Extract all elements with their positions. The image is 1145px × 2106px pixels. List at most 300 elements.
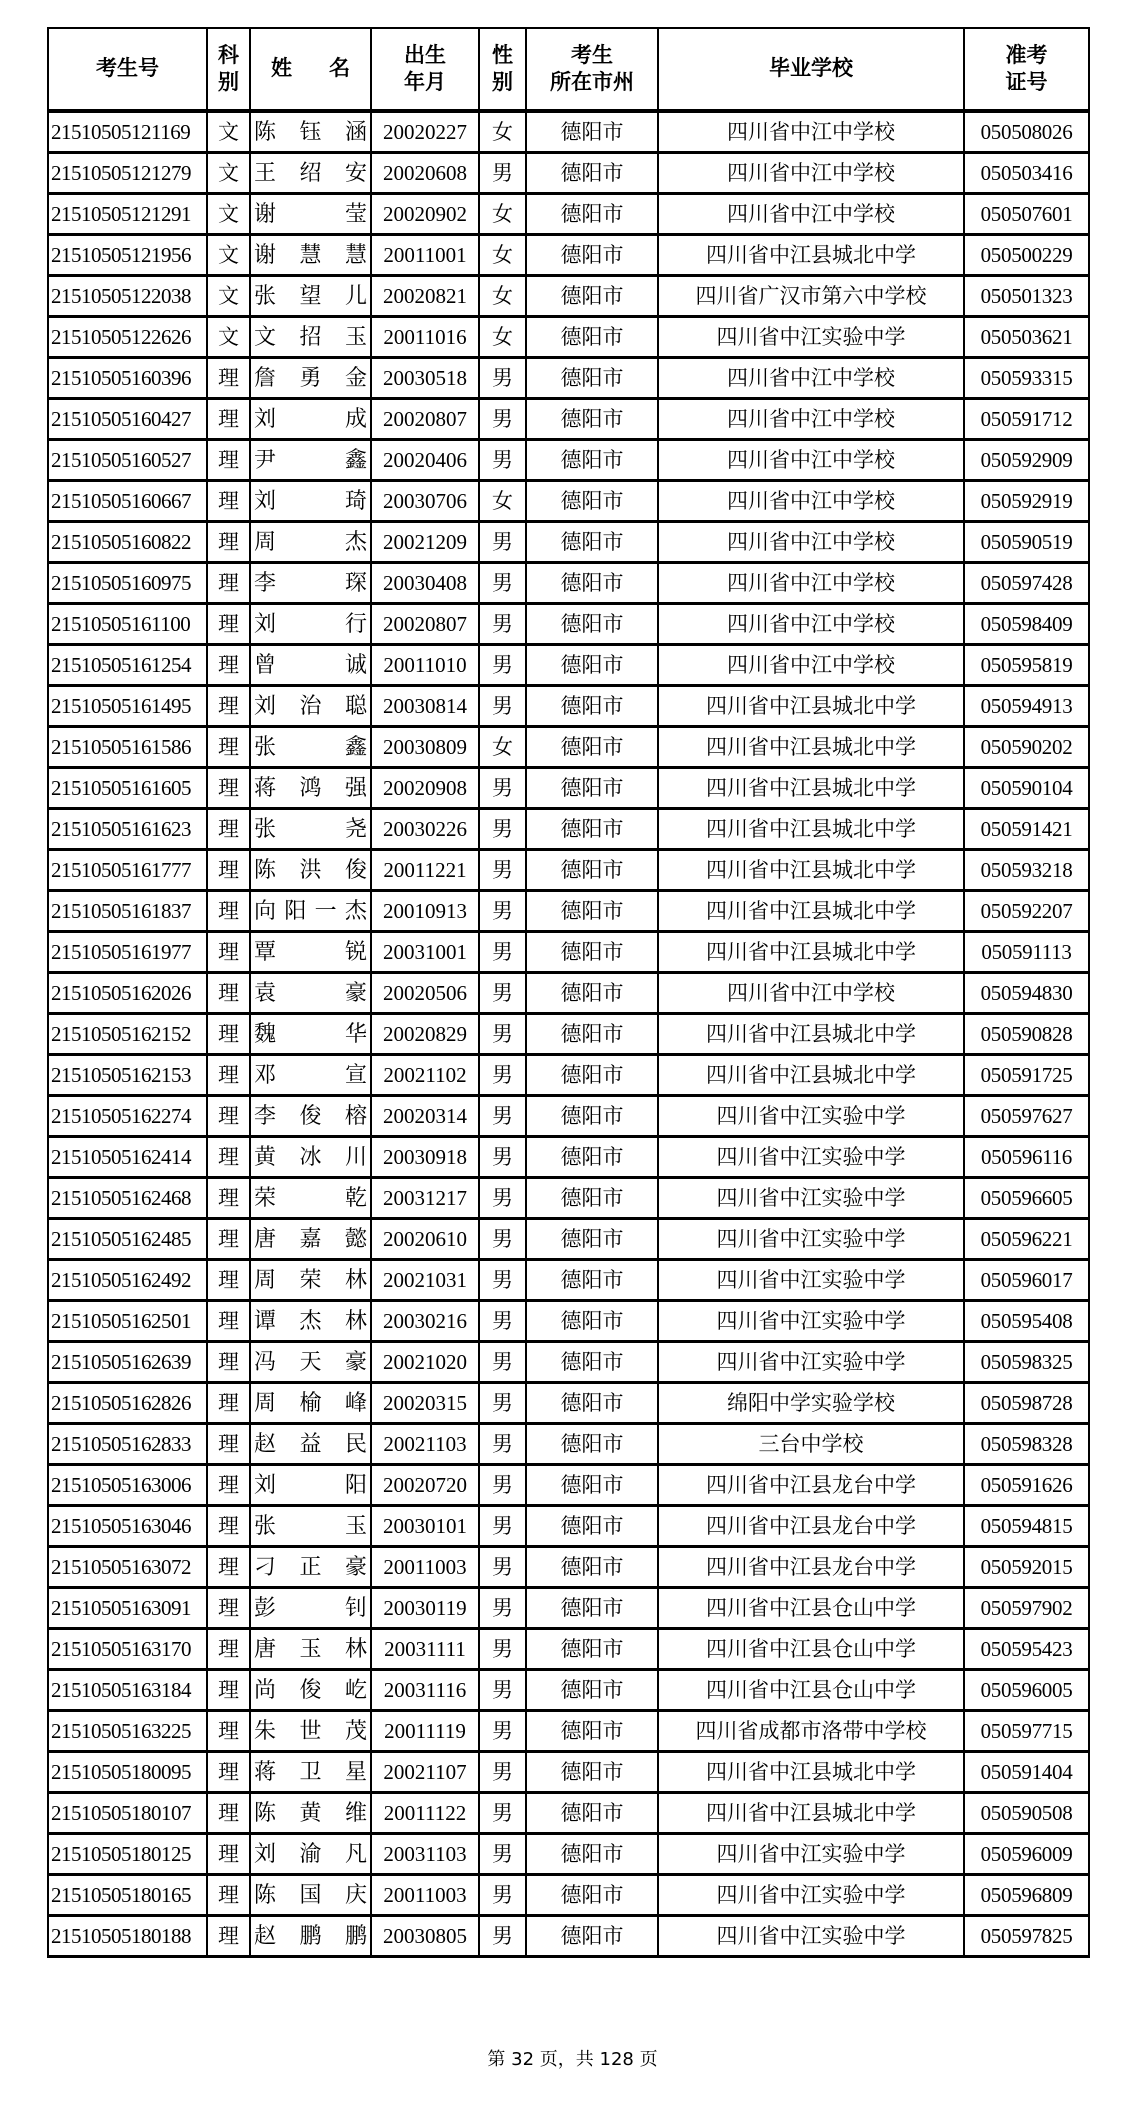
exam-id-cell: 21510505162026 [48, 973, 207, 1014]
sex-cell: 女 [479, 481, 526, 522]
type-cell: 理 [207, 1506, 250, 1547]
student-name: 文招玉 [254, 324, 367, 349]
sex-cell: 男 [479, 1465, 526, 1506]
student-name: 周榆峰 [254, 1390, 367, 1415]
exam-id-cell: 21510505180107 [48, 1793, 207, 1834]
city-cell: 德阳市 [526, 399, 658, 440]
exam-id-cell: 21510505163225 [48, 1711, 207, 1752]
admission-no-cell: 050596005 [964, 1670, 1089, 1711]
admission-no-cell: 050596017 [964, 1260, 1089, 1301]
type-cell: 理 [207, 522, 250, 563]
school-cell: 四川省中江县龙台中学 [658, 1547, 964, 1588]
name-cell [250, 481, 371, 522]
table-row [48, 973, 1089, 1014]
student-name: 唐嘉懿 [254, 1226, 367, 1251]
birth-cell: 20031103 [371, 1834, 479, 1875]
type-cell: 理 [207, 1301, 250, 1342]
sex-cell: 男 [479, 1219, 526, 1260]
city-cell: 德阳市 [526, 1424, 658, 1465]
name-cell [250, 727, 371, 768]
exam-id-cell: 21510505160822 [48, 522, 207, 563]
header-admission-no [964, 28, 1089, 111]
admission-no-cell: 050503416 [964, 153, 1089, 194]
city-cell: 德阳市 [526, 1219, 658, 1260]
exam-id-cell: 21510505160527 [48, 440, 207, 481]
sex-cell: 男 [479, 358, 526, 399]
sex-cell: 女 [479, 111, 526, 153]
name-cell [250, 973, 371, 1014]
city-cell: 德阳市 [526, 1383, 658, 1424]
admission-no-cell: 050593315 [964, 358, 1089, 399]
exam-id-cell: 21510505121169 [48, 111, 207, 153]
admission-no-cell: 050590104 [964, 768, 1089, 809]
student-name: 赵益民 [254, 1431, 367, 1456]
student-name: 蒋鸿强 [254, 775, 367, 800]
name-cell [250, 1834, 371, 1875]
school-cell: 四川省中江中学校 [658, 604, 964, 645]
name-cell [250, 1875, 371, 1916]
city-cell: 德阳市 [526, 1547, 658, 1588]
sex-cell: 男 [479, 1301, 526, 1342]
city-cell: 德阳市 [526, 522, 658, 563]
exam-id-cell: 21510505163170 [48, 1629, 207, 1670]
city-cell: 德阳市 [526, 809, 658, 850]
header-city [526, 28, 658, 111]
exam-id-cell: 21510505160427 [48, 399, 207, 440]
table-row [48, 1916, 1089, 1957]
school-cell: 四川省中江县龙台中学 [658, 1465, 964, 1506]
student-name: 谭杰林 [254, 1308, 367, 1333]
table-row [48, 1588, 1089, 1629]
name-cell [250, 317, 371, 358]
birth-cell: 20030809 [371, 727, 479, 768]
birth-cell: 20010913 [371, 891, 479, 932]
sex-cell: 男 [479, 1834, 526, 1875]
student-name: 荣乾 [254, 1185, 367, 1210]
name-cell [250, 358, 371, 399]
table-row [48, 932, 1089, 973]
birth-cell: 20030226 [371, 809, 479, 850]
student-name: 向阳一杰 [254, 898, 367, 923]
city-cell: 德阳市 [526, 1834, 658, 1875]
admission-no-cell: 050590519 [964, 522, 1089, 563]
exam-id-cell: 21510505161100 [48, 604, 207, 645]
admission-no-cell: 050595819 [964, 645, 1089, 686]
exam-id-cell: 21510505162833 [48, 1424, 207, 1465]
student-name: 尹鑫 [254, 447, 367, 472]
header-sex-line2: 别 [492, 70, 513, 94]
admission-no-cell: 050508026 [964, 111, 1089, 153]
school-cell: 四川省中江县龙台中学 [658, 1506, 964, 1547]
city-cell: 德阳市 [526, 727, 658, 768]
city-cell: 德阳市 [526, 604, 658, 645]
admission-no-cell: 050595423 [964, 1629, 1089, 1670]
birth-cell: 20021107 [371, 1752, 479, 1793]
school-cell: 四川省中江县城北中学 [658, 727, 964, 768]
name-cell [250, 850, 371, 891]
student-name: 刘琦 [254, 488, 367, 513]
sex-cell: 男 [479, 932, 526, 973]
header-sex-line1: 性 [492, 42, 513, 67]
student-name: 覃锐 [254, 939, 367, 964]
student-name: 周杰 [254, 529, 367, 554]
exam-id-cell: 21510505162485 [48, 1219, 207, 1260]
city-cell: 德阳市 [526, 1875, 658, 1916]
school-cell: 四川省中江实验中学 [658, 1260, 964, 1301]
admission-no-cell: 050598325 [964, 1342, 1089, 1383]
admission-no-cell: 050594815 [964, 1506, 1089, 1547]
exam-id-cell: 21510505162153 [48, 1055, 207, 1096]
city-cell: 德阳市 [526, 768, 658, 809]
name-cell [250, 891, 371, 932]
name-cell [250, 1178, 371, 1219]
sex-cell: 男 [479, 1547, 526, 1588]
table-row [48, 481, 1089, 522]
exam-id-cell: 21510505161777 [48, 850, 207, 891]
student-name: 谢慧慧 [254, 242, 367, 267]
school-cell: 四川省中江实验中学 [658, 1137, 964, 1178]
school-cell: 四川省中江县城北中学 [658, 891, 964, 932]
city-cell: 德阳市 [526, 1301, 658, 1342]
sex-cell: 男 [479, 1875, 526, 1916]
header-admission-no-label: 准考证号 [1005, 42, 1048, 94]
admission-no-cell: 050597428 [964, 563, 1089, 604]
type-cell: 文 [207, 235, 250, 276]
type-cell: 理 [207, 399, 250, 440]
name-cell [250, 1711, 371, 1752]
sex-cell: 男 [479, 1588, 526, 1629]
name-cell [250, 1670, 371, 1711]
admission-no-cell: 050598328 [964, 1424, 1089, 1465]
name-cell [250, 399, 371, 440]
name-cell [250, 194, 371, 235]
student-name: 蒋卫星 [254, 1759, 367, 1784]
table-row [48, 1055, 1089, 1096]
exam-id-cell: 21510505161837 [48, 891, 207, 932]
city-cell: 德阳市 [526, 1752, 658, 1793]
student-name: 陈黄维 [254, 1800, 367, 1825]
school-cell: 四川省中江县仓山中学 [658, 1588, 964, 1629]
table-row [48, 686, 1089, 727]
city-cell: 德阳市 [526, 235, 658, 276]
school-cell: 四川省中江中学校 [658, 194, 964, 235]
student-name: 尚俊屹 [254, 1677, 367, 1702]
school-cell: 四川省中江中学校 [658, 973, 964, 1014]
admission-no-cell: 050596009 [964, 1834, 1089, 1875]
student-name: 刘治聪 [254, 693, 367, 718]
sex-cell: 男 [479, 1260, 526, 1301]
sex-cell: 女 [479, 317, 526, 358]
birth-cell: 20011003 [371, 1875, 479, 1916]
admission-no-cell: 050596221 [964, 1219, 1089, 1260]
city-cell: 德阳市 [526, 1055, 658, 1096]
city-cell: 德阳市 [526, 1670, 658, 1711]
table-row [48, 727, 1089, 768]
table-row [48, 440, 1089, 481]
city-cell: 德阳市 [526, 1260, 658, 1301]
header-birth [371, 28, 479, 111]
birth-cell: 20030805 [371, 1916, 479, 1957]
header-city-line1: 考生 [571, 42, 613, 67]
type-cell: 理 [207, 1096, 250, 1137]
sex-cell: 男 [479, 1670, 526, 1711]
school-cell: 四川省中江中学校 [658, 563, 964, 604]
type-cell: 理 [207, 1793, 250, 1834]
birth-cell: 20030706 [371, 481, 479, 522]
sex-cell: 男 [479, 1506, 526, 1547]
student-name: 张尧 [254, 816, 367, 841]
sex-cell: 男 [479, 522, 526, 563]
exam-id-cell: 21510505161605 [48, 768, 207, 809]
table-row [48, 1670, 1089, 1711]
school-cell: 四川省中江实验中学 [658, 1342, 964, 1383]
table-row [48, 1301, 1089, 1342]
student-name: 张鑫 [254, 734, 367, 759]
student-name: 黄冰川 [254, 1144, 367, 1169]
school-cell: 四川省中江实验中学 [658, 1178, 964, 1219]
exam-id-cell: 21510505121291 [48, 194, 207, 235]
exam-id-cell: 21510505121279 [48, 153, 207, 194]
student-name: 赵鹏鹏 [254, 1923, 367, 1948]
exam-id-cell: 21510505163072 [48, 1547, 207, 1588]
student-name: 袁豪 [254, 980, 367, 1005]
table-row [48, 399, 1089, 440]
type-cell: 理 [207, 1711, 250, 1752]
birth-cell: 20011119 [371, 1711, 479, 1752]
birth-cell: 20011010 [371, 645, 479, 686]
sex-cell: 男 [479, 1014, 526, 1055]
type-cell: 文 [207, 276, 250, 317]
table-row [48, 891, 1089, 932]
city-cell: 德阳市 [526, 686, 658, 727]
birth-cell: 20020227 [371, 111, 479, 153]
birth-cell: 20020720 [371, 1465, 479, 1506]
school-cell: 绵阳中学实验学校 [658, 1383, 964, 1424]
table-row [48, 604, 1089, 645]
birth-cell: 20021102 [371, 1055, 479, 1096]
city-cell: 德阳市 [526, 1465, 658, 1506]
table-header-row [48, 28, 1089, 111]
admission-no-cell: 050596605 [964, 1178, 1089, 1219]
school-cell: 四川省中江县仓山中学 [658, 1629, 964, 1670]
name-cell [250, 522, 371, 563]
student-name: 刘行 [254, 611, 367, 636]
student-name: 彭钊 [254, 1595, 367, 1620]
birth-cell: 20030918 [371, 1137, 479, 1178]
birth-cell: 20020908 [371, 768, 479, 809]
sex-cell: 男 [479, 1424, 526, 1465]
table-row [48, 111, 1089, 153]
sex-cell: 男 [479, 399, 526, 440]
city-cell: 德阳市 [526, 1506, 658, 1547]
school-cell: 四川省中江中学校 [658, 522, 964, 563]
student-name: 周荣林 [254, 1267, 367, 1292]
table-row [48, 1834, 1089, 1875]
birth-cell: 20020610 [371, 1219, 479, 1260]
type-cell: 理 [207, 891, 250, 932]
table-row [48, 1342, 1089, 1383]
exam-id-cell: 21510505162414 [48, 1137, 207, 1178]
admission-no-cell: 050598409 [964, 604, 1089, 645]
sex-cell: 男 [479, 809, 526, 850]
table-body [48, 111, 1089, 1957]
header-type-line2: 别 [218, 70, 239, 94]
name-cell [250, 645, 371, 686]
type-cell: 理 [207, 1588, 250, 1629]
birth-cell: 20020406 [371, 440, 479, 481]
sex-cell: 男 [479, 1916, 526, 1957]
type-cell: 文 [207, 194, 250, 235]
table-row [48, 1424, 1089, 1465]
school-cell: 四川省中江中学校 [658, 645, 964, 686]
student-name: 李俊榕 [254, 1103, 367, 1128]
student-name: 曾诚 [254, 652, 367, 677]
city-cell: 德阳市 [526, 1629, 658, 1670]
city-cell: 德阳市 [526, 850, 658, 891]
sex-cell: 男 [479, 563, 526, 604]
sex-cell: 男 [479, 973, 526, 1014]
name-cell [250, 686, 371, 727]
type-cell: 理 [207, 645, 250, 686]
sex-cell: 男 [479, 768, 526, 809]
birth-cell: 20030814 [371, 686, 479, 727]
school-cell: 四川省中江县城北中学 [658, 686, 964, 727]
type-cell: 理 [207, 768, 250, 809]
birth-cell: 20030408 [371, 563, 479, 604]
table-row [48, 1629, 1089, 1670]
admission-no-cell: 050501323 [964, 276, 1089, 317]
type-cell: 理 [207, 686, 250, 727]
table-row [48, 768, 1089, 809]
name-cell [250, 1055, 371, 1096]
student-name: 朱世茂 [254, 1718, 367, 1743]
type-cell: 文 [207, 153, 250, 194]
exam-id-cell: 21510505161623 [48, 809, 207, 850]
type-cell: 理 [207, 1629, 250, 1670]
header-name-label: 姓 名 [271, 56, 350, 81]
table-row [48, 194, 1089, 235]
name-cell [250, 1137, 371, 1178]
school-cell: 四川省中江实验中学 [658, 317, 964, 358]
admission-no-cell: 050597715 [964, 1711, 1089, 1752]
student-name: 唐玉林 [254, 1636, 367, 1661]
exam-id-cell: 21510505160975 [48, 563, 207, 604]
admission-no-cell: 050591712 [964, 399, 1089, 440]
school-cell: 四川省中江县城北中学 [658, 809, 964, 850]
sex-cell: 男 [479, 1055, 526, 1096]
admission-no-cell: 050597825 [964, 1916, 1089, 1957]
exam-id-cell: 21510505180165 [48, 1875, 207, 1916]
city-cell: 德阳市 [526, 973, 658, 1014]
name-cell [250, 1383, 371, 1424]
exam-id-cell: 21510505161254 [48, 645, 207, 686]
name-cell [250, 1465, 371, 1506]
type-cell: 理 [207, 440, 250, 481]
student-name: 陈钰涵 [254, 119, 367, 144]
sex-cell: 女 [479, 276, 526, 317]
city-cell: 德阳市 [526, 111, 658, 153]
birth-cell: 20020821 [371, 276, 479, 317]
type-cell: 理 [207, 1547, 250, 1588]
admission-no-cell: 050593218 [964, 850, 1089, 891]
type-cell: 理 [207, 1670, 250, 1711]
sex-cell: 男 [479, 153, 526, 194]
birth-cell: 20031111 [371, 1629, 479, 1670]
city-cell: 德阳市 [526, 1178, 658, 1219]
sex-cell: 男 [479, 1178, 526, 1219]
student-name: 李琛 [254, 570, 367, 595]
type-cell: 理 [207, 973, 250, 1014]
name-cell [250, 1260, 371, 1301]
exam-id-cell: 21510505162639 [48, 1342, 207, 1383]
school-cell: 四川省中江实验中学 [658, 1875, 964, 1916]
city-cell: 德阳市 [526, 1096, 658, 1137]
exam-id-cell: 21510505122038 [48, 276, 207, 317]
school-cell: 四川省中江中学校 [658, 153, 964, 194]
school-cell: 四川省中江中学校 [658, 111, 964, 153]
admission-no-cell: 050595408 [964, 1301, 1089, 1342]
table-row [48, 1014, 1089, 1055]
birth-cell: 20020807 [371, 604, 479, 645]
admission-no-cell: 050597902 [964, 1588, 1089, 1629]
name-cell [250, 153, 371, 194]
name-cell [250, 1424, 371, 1465]
city-cell: 德阳市 [526, 317, 658, 358]
table-row [48, 317, 1089, 358]
school-cell: 四川省中江实验中学 [658, 1096, 964, 1137]
student-name: 陈洪俊 [254, 857, 367, 882]
exam-id-cell: 21510505180095 [48, 1752, 207, 1793]
table-row [48, 153, 1089, 194]
table-row [48, 850, 1089, 891]
table-row [48, 1752, 1089, 1793]
name-cell [250, 111, 371, 153]
city-cell: 德阳市 [526, 1014, 658, 1055]
admission-no-cell: 050592207 [964, 891, 1089, 932]
table-row [48, 1506, 1089, 1547]
city-cell: 德阳市 [526, 563, 658, 604]
birth-cell: 20030518 [371, 358, 479, 399]
birth-cell: 20020902 [371, 194, 479, 235]
school-cell: 四川省中江县城北中学 [658, 1752, 964, 1793]
name-cell [250, 1547, 371, 1588]
city-cell: 德阳市 [526, 891, 658, 932]
birth-cell: 20021031 [371, 1260, 479, 1301]
birth-cell: 20020608 [371, 153, 479, 194]
birth-cell: 20031001 [371, 932, 479, 973]
exam-id-cell: 21510505162152 [48, 1014, 207, 1055]
header-birth-label: 出生年月 [404, 42, 446, 94]
school-cell: 四川省成都市洛带中学校 [658, 1711, 964, 1752]
admission-no-cell: 050591421 [964, 809, 1089, 850]
table-row [48, 235, 1089, 276]
student-name: 谢莹 [254, 201, 367, 226]
exam-id-cell: 21510505162468 [48, 1178, 207, 1219]
table-row [48, 358, 1089, 399]
table-row [48, 1178, 1089, 1219]
admission-no-cell: 050598728 [964, 1383, 1089, 1424]
type-cell: 理 [207, 809, 250, 850]
city-cell: 德阳市 [526, 932, 658, 973]
name-cell [250, 1916, 371, 1957]
school-cell: 四川省中江县城北中学 [658, 1793, 964, 1834]
student-name: 魏华 [254, 1021, 367, 1046]
exam-id-cell: 21510505163184 [48, 1670, 207, 1711]
type-cell: 理 [207, 1260, 250, 1301]
name-cell [250, 1301, 371, 1342]
birth-cell: 20021020 [371, 1342, 479, 1383]
school-cell: 四川省中江中学校 [658, 440, 964, 481]
